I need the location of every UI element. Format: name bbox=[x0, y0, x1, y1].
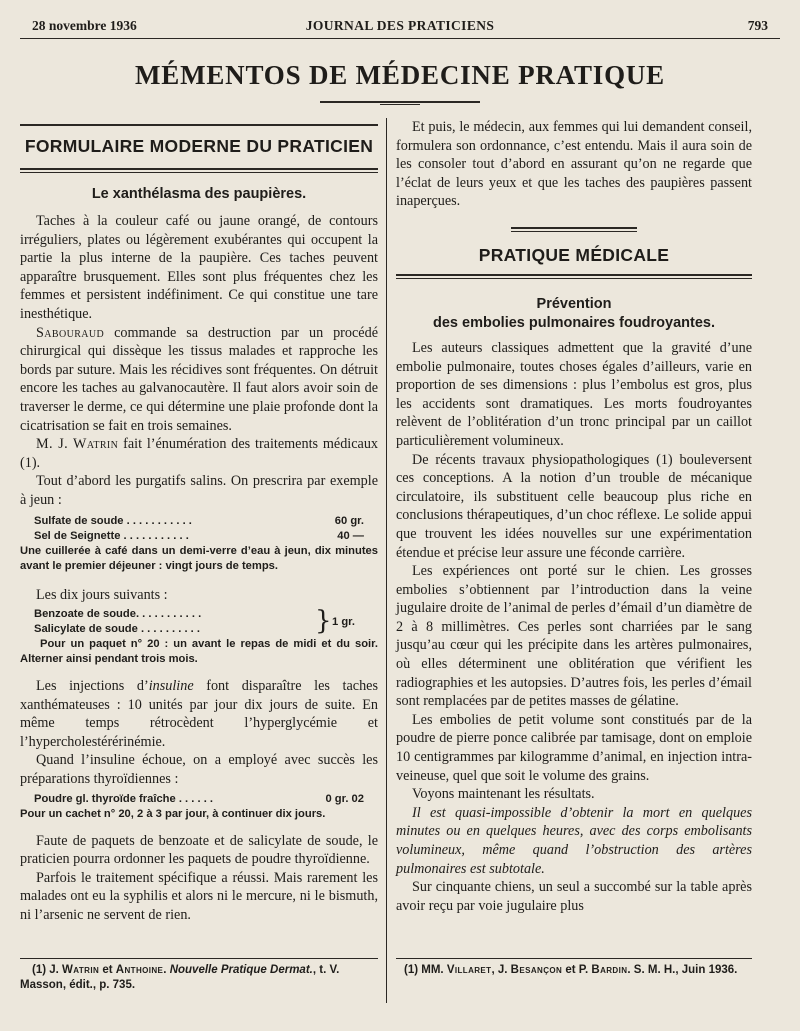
left-column bbox=[20, 118, 378, 925]
article-title-xanthelasma: Le xanthélasma des paupières. bbox=[91, 186, 307, 202]
paragraph: Les injections d’insuline font disparaître les taches xanthémateuses : 10 unités par jour dix jours de suite. En même temps rétrocèdent l’hyperglycémie et l’hypercholestérérinémie. bbox=[20, 678, 378, 750]
paragraph-italic: Il est quasi-impossible d’obtenir la mort en quelques minutes ou en quelques heures, avec des corps embolisants volumineux, même quand l’obstruction des artères pulmonaires est subtotale. bbox=[396, 804, 752, 877]
section-title-pratique: PRATIQUE MÉDICALE bbox=[478, 244, 670, 265]
paragraph: Et puis, le médecin, aux femmes qui lui demandent conseil, formulera son ordonnance, c’est entendu. Mais il aura soin de les consoler tout d’abord en assurant qu’on ne regarde que l’éclat de leurs yeux et que les taches des paupières passent inaperçues. bbox=[396, 119, 752, 210]
prescription-line: Sulfate de soude . . . . . . . . . . . 60 gr. bbox=[34, 514, 364, 527]
paragraph: Tout d’abord les purgatifs salins. On prescrira par exemple à jeun : bbox=[20, 473, 378, 508]
section-title-formulaire: FORMULAIRE MODERNE DU PRATICIEN bbox=[24, 136, 374, 156]
prescription-note: Pour un cachet n° 20, 2 à 3 par jour, à continuer dix jours. bbox=[20, 807, 326, 820]
paragraph: Quand l’insuline échoue, on a employé avec succès les préparations thyroïdiennes : bbox=[20, 752, 378, 788]
prescription-note: Une cuillerée à café dans un demi-verre d’eau à jeun, dix minutes avant le premier déjeuner : vingt jours de temps. bbox=[20, 544, 378, 572]
header-date: 28 novembre 1936 bbox=[32, 18, 137, 33]
right-footnote-block bbox=[396, 958, 752, 978]
section-ornament bbox=[511, 227, 637, 235]
header-journal-title: JOURNAL DES PRATICIENS bbox=[305, 18, 495, 33]
prescription-brace-group: Benzoate de soude. . . . . . . . . . . Salicylate de soude . . . . . . . . . . } 1 gr. bbox=[34, 606, 356, 637]
right-column bbox=[396, 118, 752, 915]
paragraph: Sur cinquante chiens, un seul a succombé sur la table après avoir reçu par voie jugulaire plus bbox=[396, 879, 752, 914]
brace-symbol: } bbox=[315, 606, 332, 637]
main-title: MÉMENTOS DE MÉDECINE PRATIQUE bbox=[134, 60, 665, 90]
prescription-3 bbox=[20, 792, 378, 822]
prescription-1 bbox=[20, 514, 378, 574]
paragraph: Taches à la couleur café ou jaune orangé, de contours irréguliers, plates ou légèrement exubérantes qui occupent la partie la plus interne de la paupière. Ces taches peuvent apparaître brusquement. Elles sont plus fréquentes chez les femmes et persistent indéfiniment. Ce qui constitue une tare inesthétique. bbox=[20, 213, 378, 322]
paragraph: Parfois le traitement spécifique a réussi. Mais rarement les malades ont eu la syphilis et alors ni le mercure, ni le bismuth, ni l’arsenic ne servent de rien. bbox=[20, 869, 378, 924]
prescription-line: Sel de Seignette . . . . . . . . . . . 40 — bbox=[34, 529, 364, 542]
left-footnote-block bbox=[20, 958, 378, 993]
prescription-2 bbox=[20, 607, 378, 667]
column-divider bbox=[386, 118, 387, 1003]
footnote: (1) J. Watrin et Anthoine. Nouvelle Pratique Dermat., t. V. Masson, édit., p. 735. bbox=[20, 964, 340, 991]
section-rule bbox=[396, 274, 752, 276]
footnote-rule bbox=[20, 958, 378, 959]
paragraph: Les dix jours suivants : bbox=[36, 586, 168, 603]
header-page-number: 793 bbox=[747, 18, 768, 33]
paragraph: Les auteurs classiques admettent que la gravité d’une embolie pulmonaire, toutes choses égales d’ailleurs, varie en proportion de ses dimensions : plus l’embolus est gros, plus les accidents sont dramatiques. Les morts foudroyantes relèvent de l’oblitération d’un tronc principal par un caillot particulièrement volumineux. bbox=[396, 339, 752, 449]
paragraph: Sabouraud commande sa destruction par un procédé chirurgical qui dissèque les tissus malades et rapproche les bords par suture. Mais les récidives sont fréquentes. On détruit encore les taches au galvanocautère. Il faut alors avoir soin de traverser le derme, ce qui détermine une plaie profonde dont la cicatrisation se fait en trois semaines. bbox=[20, 324, 378, 434]
paragraph: Les expériences ont porté sur le chien. Les grosses embolies s’obtiennent par l’introduction dans la veine jugulaire droite de l’animal de perles d’émail d’un diamètre de 2 à 8 millimètres. Ces perles sont charriées par le sang jusqu’au cœur qui les précipite dans les artères pulmonaires, où elles déterminent une oblitération que vérifient les radiographies et les autopsies. D’autres fois, les perles d’émail sont remplacées par de petites masses de gélatine. bbox=[396, 563, 752, 710]
section-rule-thin bbox=[20, 172, 378, 173]
prescription-line: Poudre gl. thyroïde fraîche . . . . . . 0 gr. 02 bbox=[34, 792, 364, 805]
header-rule bbox=[20, 38, 780, 39]
author-name: Sabouraud bbox=[36, 324, 105, 341]
section-rule-thin bbox=[396, 278, 752, 279]
paragraph: Voyons maintenant les résultats. bbox=[412, 786, 595, 803]
prescription-note: Pour un paquet n° 20 : un avant le repas de midi et du soir. Alterner ainsi pendant trois mois. bbox=[20, 638, 378, 666]
paragraph: De récents travaux physiopathologiques (1) bouleversent ces conceptions. A la notion d’un trouble de mécanique circulatoire, ils substituent celle beaucoup plus riche en conclusions thérapeutiques, d’un choc réflexe. Le solide appui que trouvent les idées nouvelles sur une expérimentation étendue et précise leur assure une féconde carrière. bbox=[396, 451, 752, 561]
section-rule bbox=[20, 168, 378, 170]
footnote: (1) MM. Villaret, J. Besançon et P. Bardin. S. M. H., Juin 1936. bbox=[404, 964, 738, 976]
author-name: M. J. Watrin bbox=[36, 436, 119, 453]
paragraph: Faute de paquets de benzoate et de salicylate de soude, le praticien pourra ordonner les paquets de poudre thyroïdienne. bbox=[20, 832, 378, 868]
footnote-rule bbox=[396, 958, 752, 959]
paragraph: M. J. Watrin fait l’énumération des traitements médicaux (1). bbox=[20, 436, 379, 471]
title-ornament bbox=[320, 100, 480, 106]
running-header bbox=[32, 18, 768, 34]
article-title-embolies: des embolies pulmonaires foudroyantes. bbox=[432, 314, 715, 331]
article-title-prevention: Prévention bbox=[536, 295, 612, 312]
paragraph: Les embolies de petit volume sont constitués par de la poudre de pierre ponce calibrée par tamisage, dont on emploie 10 centigrammes par kilogramme d’animal, en injection intra-veineuse, quel que soit le volume des grains. bbox=[396, 711, 752, 784]
